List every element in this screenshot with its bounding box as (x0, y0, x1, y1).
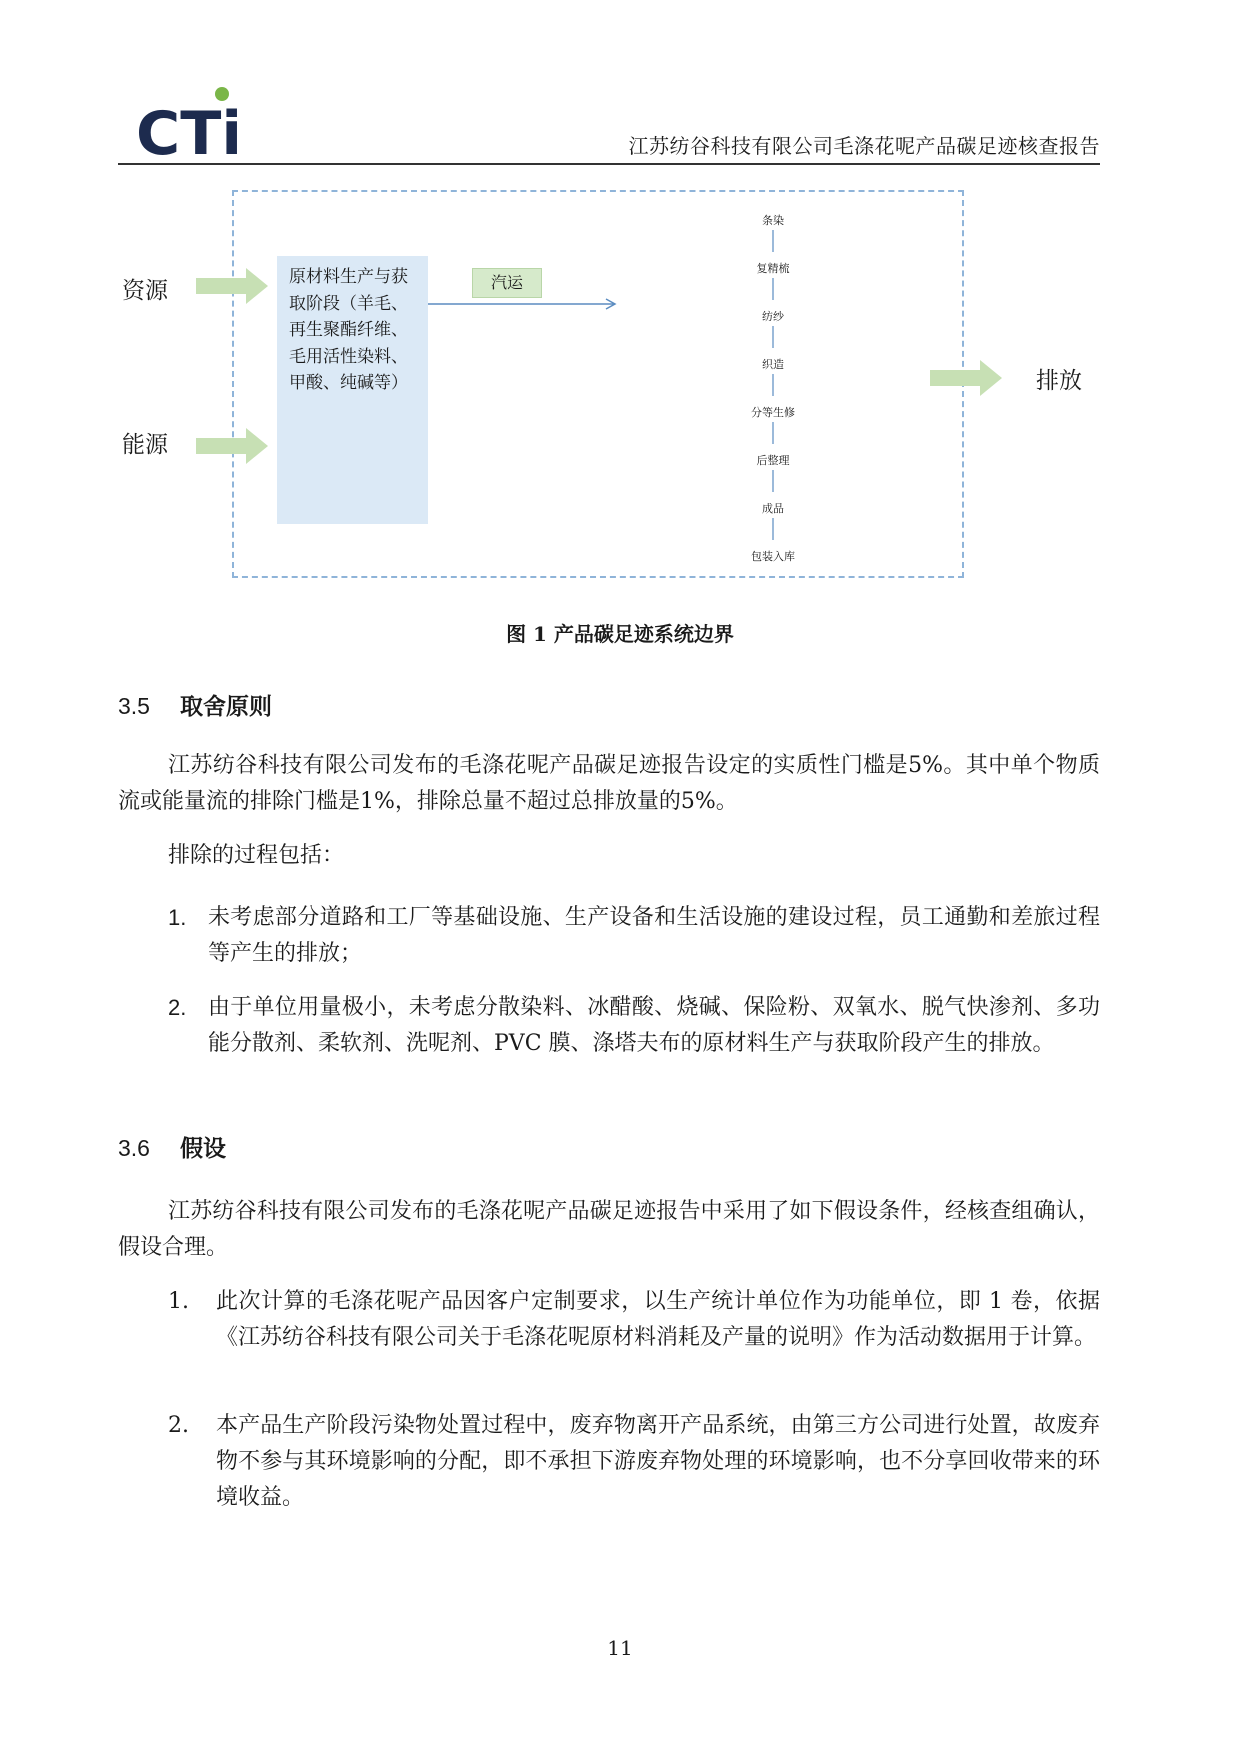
section-title: 假设 (180, 1135, 226, 1162)
report-title: 江苏纺谷科技有限公司毛涤花呢产品碳足迹核查报告 (628, 134, 1100, 158)
output-emission-label: 排放 (1036, 368, 1082, 394)
process-step-finishing: 后整理 (756, 454, 790, 467)
process-step-spinning: 纺纱 (762, 310, 784, 323)
list-item (168, 1408, 1100, 1516)
section-heading-3-5 (118, 688, 272, 721)
figure-caption: 图 1 产品碳足迹系统边界 (506, 622, 734, 646)
emission-arrow-icon (930, 360, 1004, 396)
cti-logo (136, 86, 246, 158)
logo-text: CTi (136, 99, 242, 158)
process-step-product: 成品 (762, 502, 784, 515)
list-item (168, 1284, 1100, 1356)
list-number: 1. (168, 1289, 189, 1314)
paragraph: 江苏纺谷科技有限公司发布的毛涤花呢产品碳足迹报告中采用了如下假设条件，经核查组确认，假设合理。 (118, 1199, 1100, 1260)
list-text: 未考虑部分道路和工厂等基础设施、生产设备和生活设施的建设过程，员工通勤和差旅过程等产生的排放； (208, 905, 1100, 966)
list-item (168, 990, 1100, 1062)
list-number: 2. (168, 995, 187, 1020)
list-number: 2. (168, 1413, 189, 1438)
transport-label: 汽运 (472, 268, 542, 298)
input-resources-label: 资源 (122, 278, 168, 304)
paragraph: 江苏纺谷科技有限公司发布的毛涤花呢产品碳足迹报告设定的实质性门槛是5%。其中单个物质流或能量流的排除门槛是1%，排除总量不超过总排放量的5%。 (118, 753, 1100, 814)
header-divider (118, 163, 1100, 165)
list-text: 由于单位用量极小，未考虑分散染料、冰醋酸、烧碱、保险粉、双氧水、脱气快渗剂、多功能分散剂、柔软剂、洗呢剂、PVC 膜、涤塔夫布的原材料生产与获取阶段产生的排放。 (208, 995, 1100, 1056)
section-title: 取舍原则 (180, 693, 272, 720)
raw-material-stage-box: 原材料生产与获取阶段（羊毛、再生聚酯纤维、毛用活性染料、甲酸、纯碱等） (277, 256, 428, 524)
list-text: 此次计算的毛涤花呢产品因客户定制要求，以生产统计单位作为功能单位，即 1 卷，依据《江苏纺谷科技有限公司关于毛涤花呢原材料消耗及产量的说明》作为活动数据用于计算。 (216, 1289, 1100, 1350)
section-heading-3-6 (118, 1130, 226, 1163)
process-step-recombing: 复精梳 (756, 262, 790, 275)
list-text: 本产品生产阶段污染物处置过程中，废弃物离开产品系统，由第三方公司进行处置，故废弃物不参与其环境影响的分配，即不承担下游废弃物处理的环境影响，也不分享回收带来的环境收益。 (216, 1413, 1100, 1510)
paragraph: 排除的过程包括： (168, 843, 345, 868)
page-number: 11 (607, 1636, 633, 1660)
list-item (168, 900, 1100, 972)
section-number: 3.5 (118, 693, 150, 719)
process-step-grading: 分等生修 (751, 406, 795, 419)
process-step-packaging: 包装入库 (751, 550, 795, 563)
section-number: 3.6 (118, 1135, 150, 1161)
resource-arrow-icon (196, 268, 270, 304)
process-step-weaving: 织造 (762, 358, 784, 371)
input-energy-label: 能源 (122, 432, 168, 458)
energy-arrow-icon (196, 428, 270, 464)
process-step-dyeing: 条染 (762, 214, 784, 227)
flow-arrow-icon (428, 296, 618, 312)
list-number: 1. (168, 905, 187, 930)
